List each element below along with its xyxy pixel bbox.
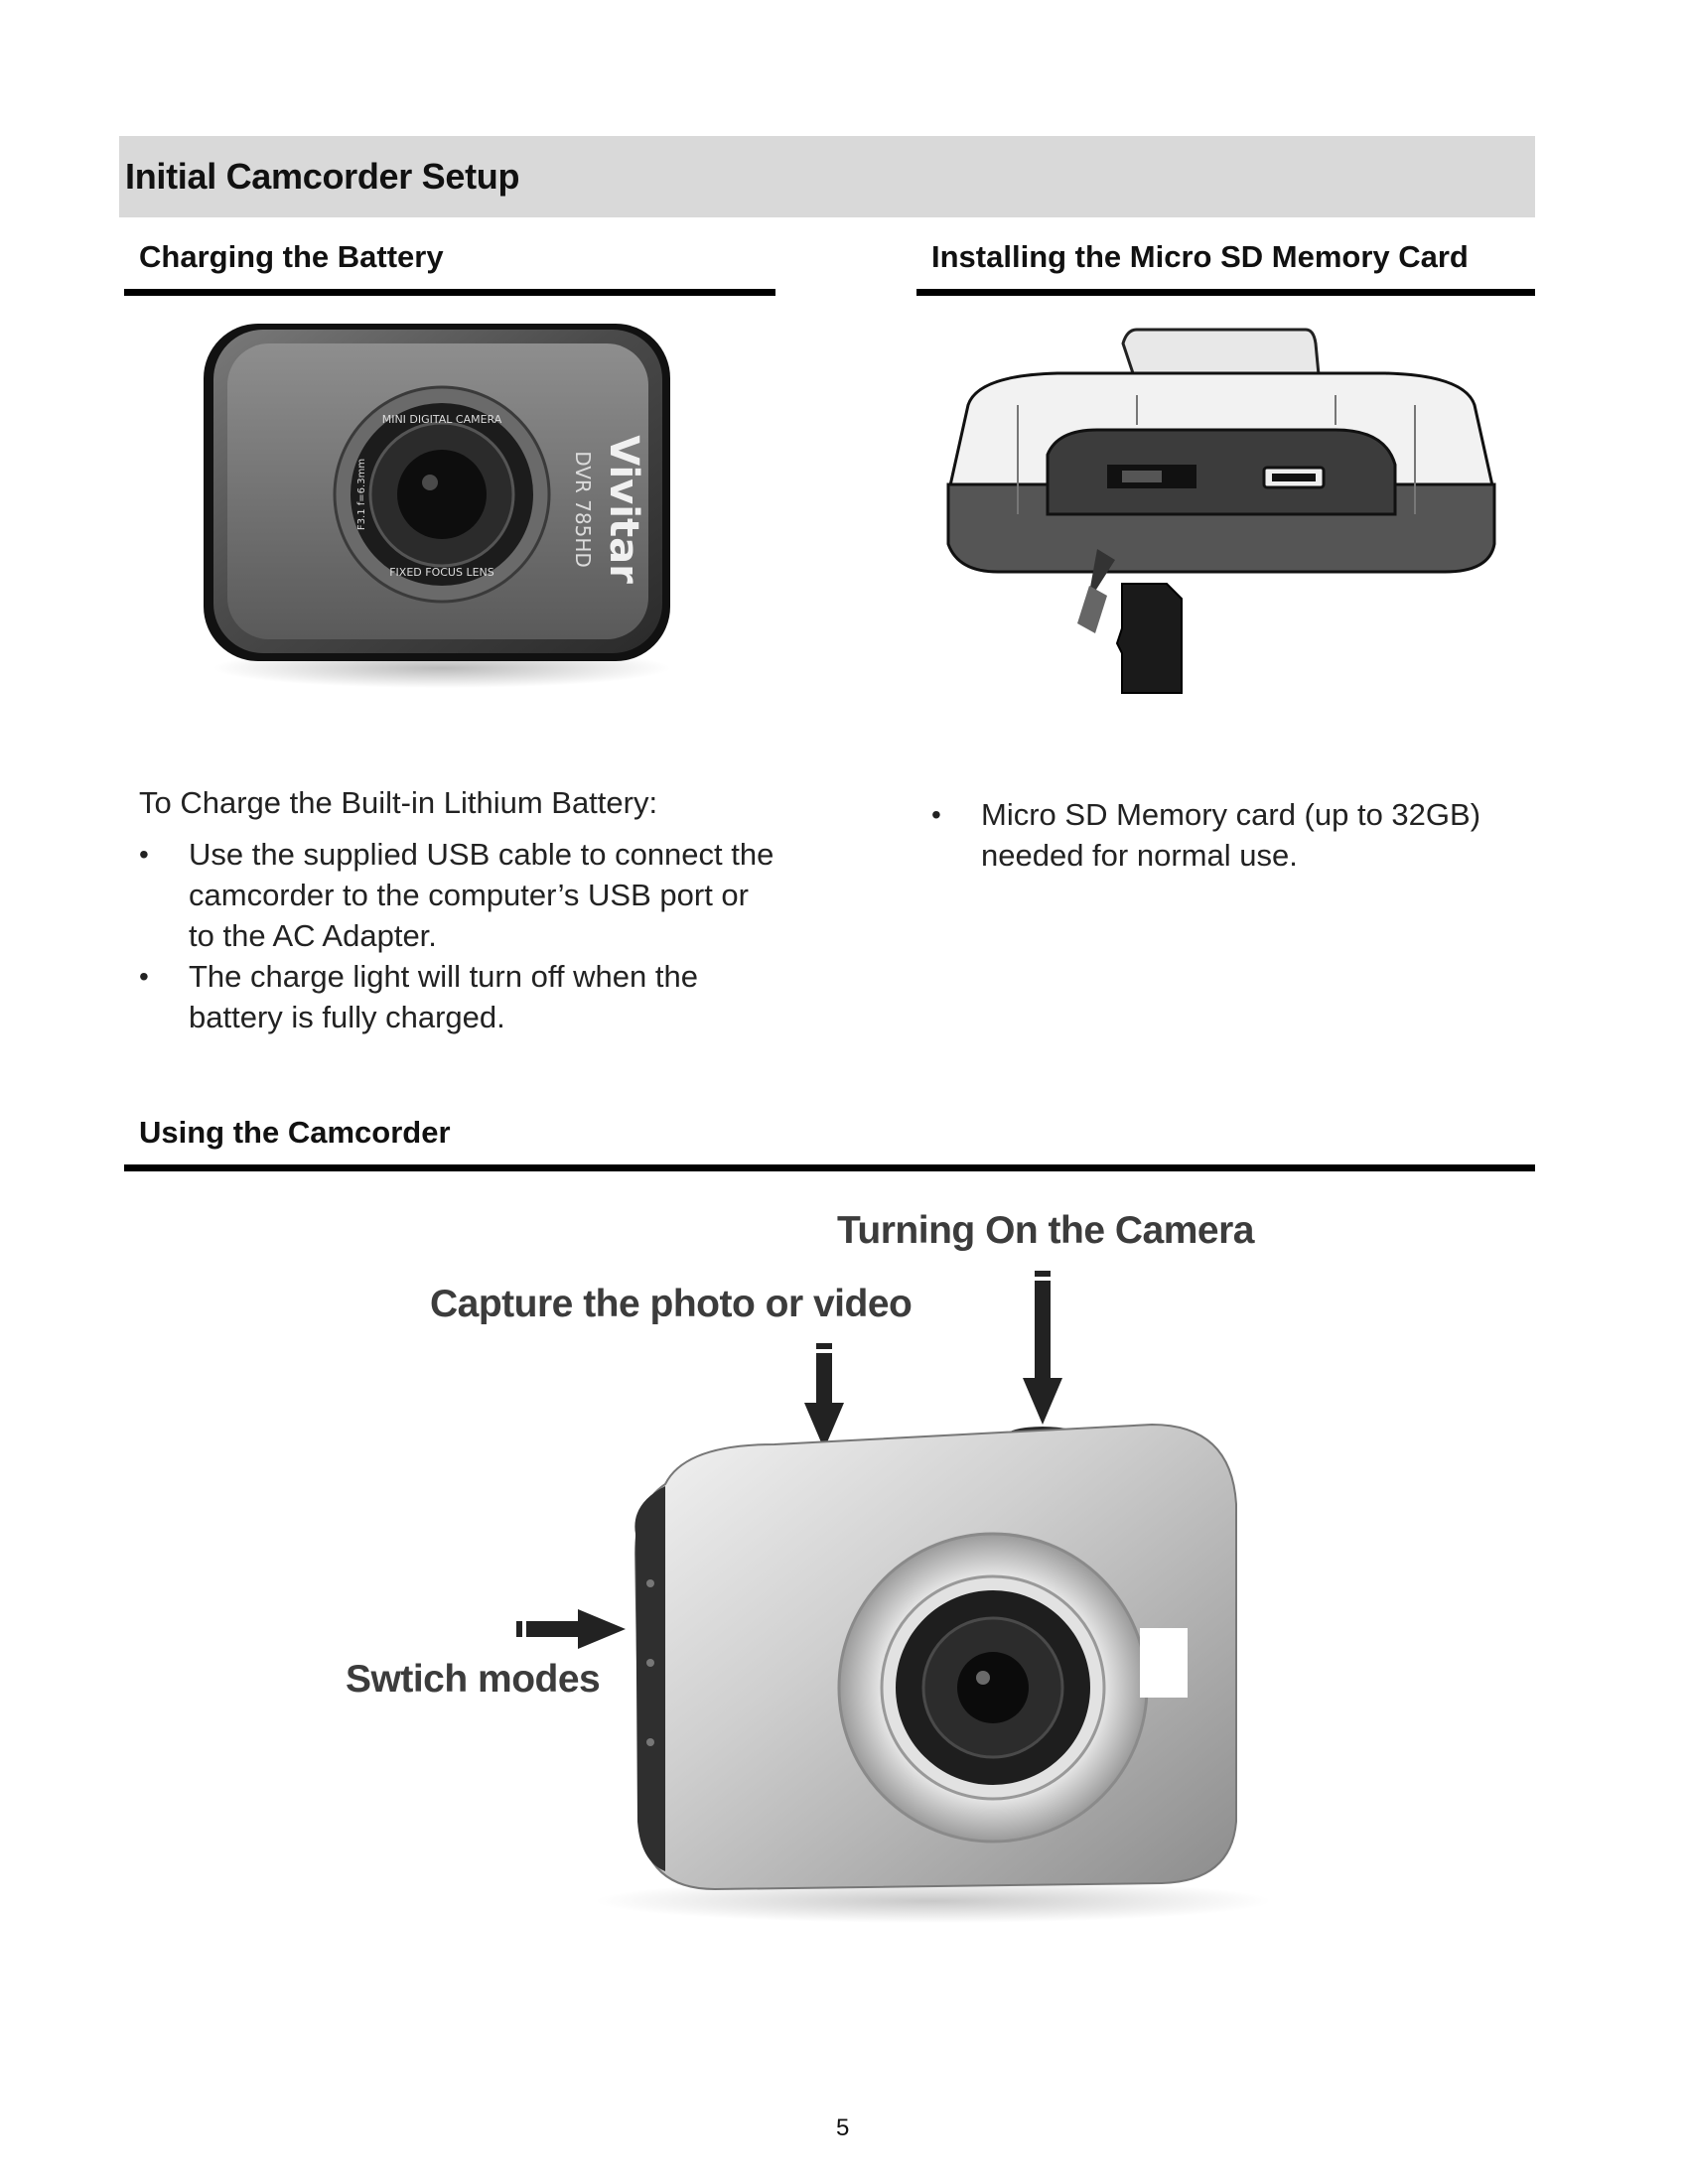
list-item: • The charge light will turn off when the battery is fully charged. [139, 956, 774, 1037]
sdcard-bullets [931, 794, 1527, 876]
callout-capture: Capture the photo or video [430, 1283, 913, 1325]
camcorder-usage-image [516, 1266, 1311, 1941]
list-item: • Use the supplied USB cable to connect the camcorder to the computer’s USB port or to the AC Adapter. [139, 834, 774, 956]
using-heading: Using the Camcorder [139, 1115, 451, 1150]
microsd-install-image [938, 326, 1509, 708]
charging-bullets [139, 834, 774, 1037]
lens-text-top: MINI DIGITAL CAMERA [381, 413, 502, 426]
camcorder-front-image [194, 316, 685, 693]
title-band [119, 136, 1535, 217]
list-item: • Micro SD Memory card (up to 32GB) needed for normal use. [931, 794, 1527, 876]
charging-heading: Charging the Battery [139, 239, 444, 274]
bullet-icon: • [139, 839, 149, 870]
arrow-modes-icon [516, 1609, 626, 1649]
lens-text-side: F3.1 f=6.3mm [356, 458, 367, 531]
arrow-power-icon [1023, 1271, 1062, 1425]
lens-text-bottom: FIXED FOCUS LENS [389, 566, 494, 579]
using-heading-rule [124, 1164, 1535, 1171]
camera-model: DVR 785HD [571, 451, 595, 568]
page-title: Initial Camcorder Setup [125, 156, 520, 197]
callout-turning-on: Turning On the Camera [837, 1209, 1254, 1252]
callout-switch-modes: Swtich modes [346, 1658, 601, 1701]
sdcard-heading: Installing the Micro SD Memory Card [931, 239, 1469, 274]
page-number: 5 [836, 2115, 850, 2141]
bullet-icon: • [139, 961, 149, 992]
sdcard-heading-rule [916, 289, 1535, 296]
arrow-capture-icon [804, 1343, 844, 1449]
charging-intro: To Charge the Built-in Lithium Battery: [139, 785, 658, 820]
camera-brand: Vivitar [601, 435, 646, 584]
charging-heading-rule [124, 289, 775, 296]
bullet-icon: • [931, 799, 941, 830]
